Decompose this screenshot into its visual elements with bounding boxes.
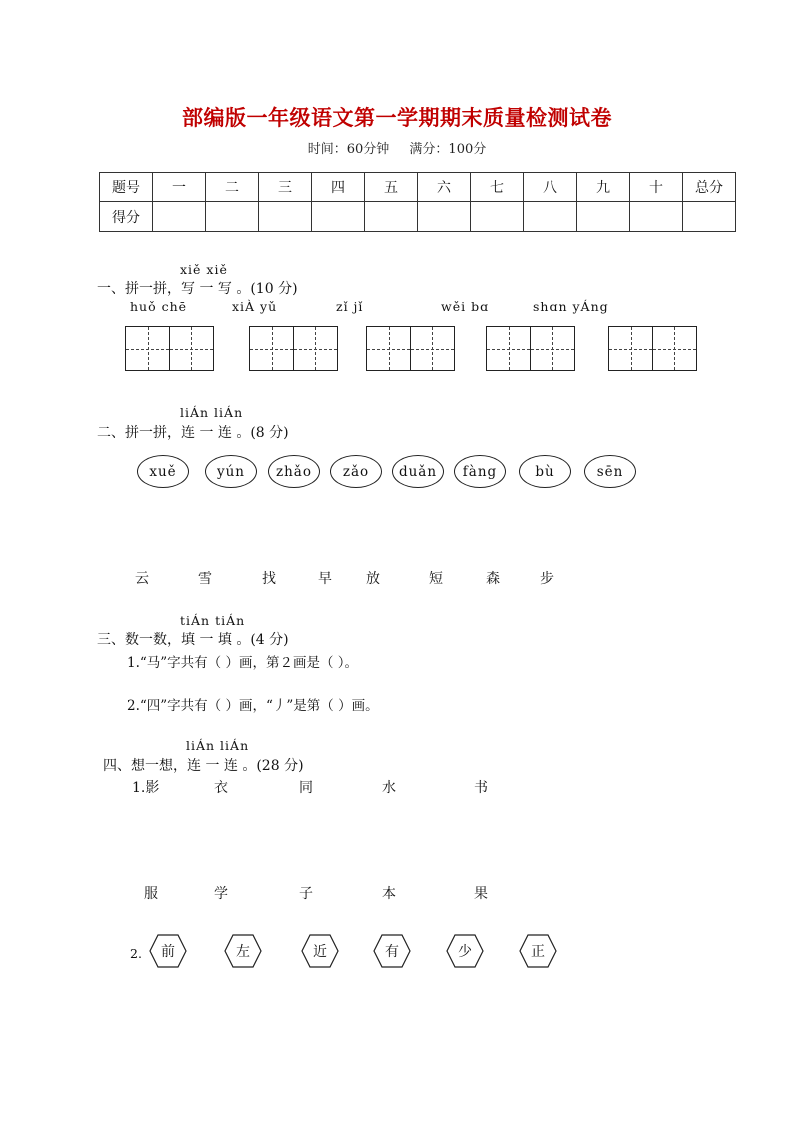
- match-character[interactable]: 步: [540, 571, 554, 587]
- hexagon-character[interactable]: [373, 934, 411, 968]
- hexagon-label: 前: [161, 944, 175, 960]
- score-table-header: 四: [312, 173, 365, 202]
- writing-cell[interactable]: [410, 326, 455, 371]
- section4-pinyin: liÁn liÁn: [186, 738, 250, 753]
- section2-pinyin: liÁn liÁn: [180, 405, 244, 420]
- pinyin-oval[interactable]: zhǎo: [268, 455, 320, 488]
- writing-grid[interactable]: [366, 326, 453, 371]
- section1-word-pinyin: xiÀ yǔ: [232, 299, 278, 314]
- score-table-header: 九: [577, 173, 630, 202]
- word-part-top[interactable]: 1.影: [132, 780, 160, 796]
- pinyin-oval[interactable]: zǎo: [330, 455, 382, 488]
- score-cell[interactable]: [577, 202, 630, 232]
- match-character[interactable]: 云: [135, 571, 149, 587]
- hexagon-character[interactable]: [519, 934, 557, 968]
- pinyin-oval[interactable]: duǎn: [392, 455, 444, 488]
- score-cell[interactable]: [418, 202, 471, 232]
- score-table-header: 六: [418, 173, 471, 202]
- writing-cell[interactable]: [366, 326, 411, 371]
- exam-time: 时间：60分钟: [307, 142, 390, 157]
- writing-grid[interactable]: [125, 326, 212, 371]
- section1-word-pinyin: huǒ chē: [130, 299, 188, 314]
- score-cell[interactable]: [630, 202, 683, 232]
- writing-grid[interactable]: [249, 326, 336, 371]
- match-character[interactable]: 放: [366, 571, 380, 587]
- match-character[interactable]: 找: [262, 571, 276, 587]
- word-part-top[interactable]: 书: [474, 780, 488, 796]
- word-part-top[interactable]: 同: [299, 780, 313, 796]
- score-table-header: 八: [524, 173, 577, 202]
- score-cell[interactable]: [365, 202, 418, 232]
- exam-score: 满分：100分: [409, 142, 487, 157]
- score-table-header: 二: [206, 173, 259, 202]
- section1-word-pinyin: zǐ jǐ: [336, 299, 364, 314]
- question-1: 1.“马”字共有（ ）画，第２画是（ ）。: [127, 655, 359, 671]
- hexagon-label: 左: [236, 944, 250, 960]
- score-table-header: 一: [153, 173, 206, 202]
- score-cell[interactable]: [153, 202, 206, 232]
- score-cell[interactable]: [312, 202, 365, 232]
- word-part-bottom[interactable]: 本: [382, 886, 396, 902]
- score-table-header: 三: [259, 173, 312, 202]
- writing-cell[interactable]: [125, 326, 170, 371]
- section2-heading: 二、拼一拼，连 一 连 。(8 分): [97, 425, 289, 441]
- score-table-header: 总分: [683, 173, 736, 202]
- score-row-label: 得分: [100, 202, 153, 232]
- writing-cell[interactable]: [608, 326, 653, 371]
- hexagon-character[interactable]: [149, 934, 187, 968]
- writing-cell[interactable]: [530, 326, 575, 371]
- page-title: 部编版一年级语文第一学期期末质量检测试卷: [182, 105, 612, 130]
- writing-cell[interactable]: [249, 326, 294, 371]
- writing-grid[interactable]: [486, 326, 573, 371]
- question-2: 2.“四”字共有（ ）画，“丿”是第（ ）画。: [127, 698, 379, 714]
- score-cell[interactable]: [524, 202, 577, 232]
- hexagon-label: 近: [313, 944, 327, 960]
- section3-heading: 三、数一数，填 一 填 。(4 分): [97, 632, 289, 648]
- pinyin-oval[interactable]: sēn: [584, 455, 636, 488]
- section4-heading: 四、想一想，连 一 连 。(28 分): [103, 758, 304, 774]
- writing-cell[interactable]: [652, 326, 697, 371]
- hexagon-character[interactable]: [446, 934, 484, 968]
- word-part-top[interactable]: 水: [382, 780, 396, 796]
- hexagon-label: 有: [385, 944, 399, 960]
- writing-cell[interactable]: [169, 326, 214, 371]
- pinyin-oval[interactable]: yún: [205, 455, 257, 488]
- word-part-bottom[interactable]: 服: [144, 886, 158, 902]
- pinyin-oval[interactable]: fàng: [454, 455, 506, 488]
- pinyin-oval[interactable]: xuě: [137, 455, 189, 488]
- score-table: [99, 172, 736, 232]
- writing-cell[interactable]: [293, 326, 338, 371]
- section3-pinyin: tiÁn tiÁn: [180, 613, 246, 628]
- writing-cell[interactable]: [486, 326, 531, 371]
- word-part-bottom[interactable]: 果: [474, 886, 488, 902]
- score-table-header: 七: [471, 173, 524, 202]
- score-cell[interactable]: [471, 202, 524, 232]
- score-table-header: 五: [365, 173, 418, 202]
- hexagon-character[interactable]: [301, 934, 339, 968]
- score-table-header: 十: [630, 173, 683, 202]
- score-cell[interactable]: [683, 202, 736, 232]
- match-character[interactable]: 森: [486, 571, 500, 587]
- score-cell[interactable]: [259, 202, 312, 232]
- writing-grid[interactable]: [608, 326, 695, 371]
- match-character[interactable]: 短: [429, 571, 443, 587]
- section1-word-pinyin: wěi bɑ: [441, 299, 490, 314]
- question-2-label: 2.: [130, 946, 142, 961]
- section1-word-pinyin: shɑn yÁng: [533, 299, 609, 314]
- score-table-header: 题号: [100, 173, 153, 202]
- hexagon-character[interactable]: [224, 934, 262, 968]
- hexagon-label: 少: [458, 944, 472, 960]
- score-table-header-row: [100, 173, 736, 202]
- exam-info: [0, 138, 794, 157]
- match-character[interactable]: 雪: [198, 571, 212, 587]
- section1-heading: 一、拼一拼，写 一 写 。(10 分): [97, 281, 298, 297]
- score-table-row: [100, 202, 736, 232]
- match-character[interactable]: 早: [318, 571, 332, 587]
- score-cell[interactable]: [206, 202, 259, 232]
- word-part-top[interactable]: 衣: [214, 780, 228, 796]
- pinyin-oval[interactable]: bù: [519, 455, 571, 488]
- hexagon-label: 正: [531, 944, 545, 960]
- section1-pinyin: xiě xiě: [180, 262, 228, 277]
- word-part-bottom[interactable]: 子: [299, 886, 313, 902]
- word-part-bottom[interactable]: 学: [214, 886, 228, 902]
